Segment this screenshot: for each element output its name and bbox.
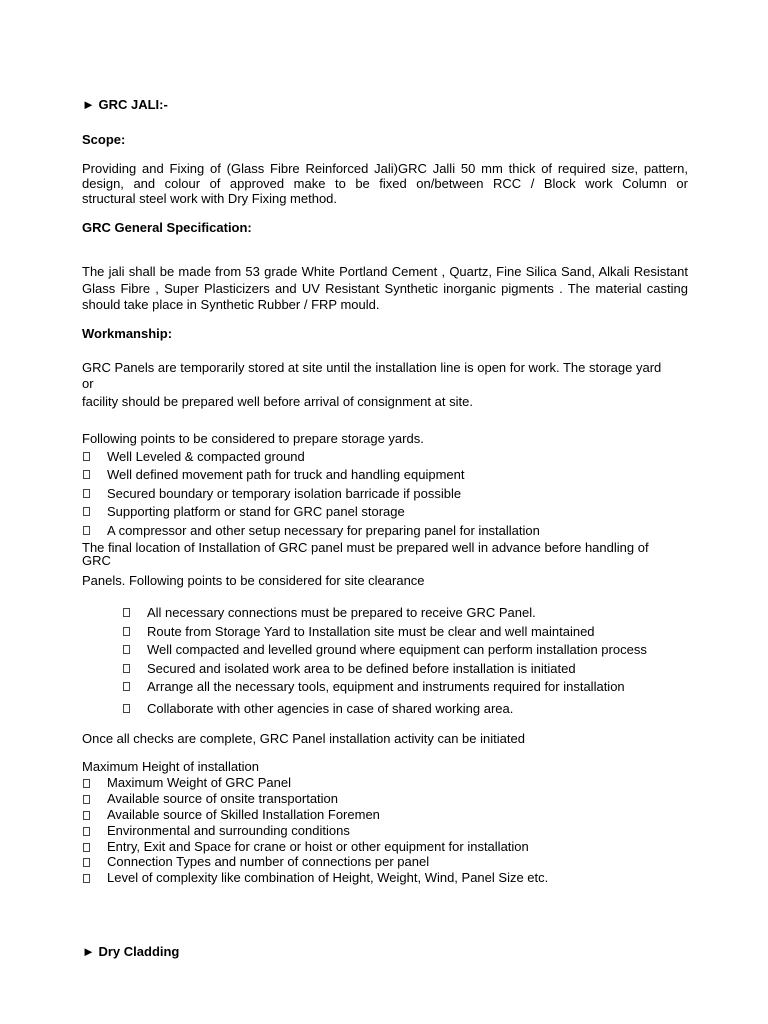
checkbox-icon — [83, 811, 90, 820]
list-item — [82, 503, 540, 521]
final-location-line-2: GRC — [82, 553, 111, 568]
list-item-text: Maximum Weight of GRC Panel — [107, 775, 291, 790]
storage-intro: Following points to be considered to prepare storage yards. — [82, 431, 424, 446]
installation-factors-list — [82, 775, 548, 886]
list-item-text: A compressor and other setup necessary for preparing panel for installation — [107, 522, 540, 538]
list-item-text: Available source of onsite transportation — [107, 790, 339, 806]
list-item — [122, 700, 647, 719]
list-item — [122, 660, 647, 679]
list-item-text: Well Leveled & compacted ground — [107, 449, 305, 464]
workmanship-line-3: facility should be prepared well before arrival of consignment at site. — [82, 394, 473, 409]
checkbox-icon — [123, 608, 130, 617]
scope-paragraph — [82, 161, 688, 206]
checkbox-icon — [83, 526, 90, 535]
list-item-text: Connection Types and number of connections per panel — [107, 854, 430, 870]
checkbox-icon — [83, 795, 90, 804]
max-height-text: Maximum Height of installation — [82, 759, 260, 774]
list-item-text: All necessary connections must be prepared to receive GRC Panel. — [147, 605, 536, 620]
section-heading-dry-cladding: ► Dry Cladding — [82, 944, 180, 959]
list-item — [82, 791, 548, 807]
list-item — [82, 870, 548, 886]
list-item — [82, 448, 540, 466]
list-item — [122, 678, 647, 697]
list-item — [82, 522, 540, 540]
workmanship-paragraph — [82, 360, 688, 410]
checkbox-icon — [83, 843, 90, 852]
list-item — [82, 839, 548, 855]
storage-points-list — [82, 448, 540, 540]
checkbox-icon — [123, 704, 130, 713]
final-location-line-3: Panels. Following points to be considered for site clearance — [82, 573, 425, 588]
site-clearance-list — [122, 604, 647, 718]
general-spec-line-1: The jali shall be made from 53 grade White Portland Cement , Quartz, Fine Silica Sand, Alkali Resistant — [82, 264, 688, 279]
general-spec-line-2: Glass Fibre , Super Plasticizers and UV Resistant Synthetic inorganic pigments . The material casting — [82, 280, 688, 296]
checkbox-icon — [83, 874, 90, 883]
checkbox-icon — [83, 827, 90, 836]
list-item — [122, 604, 647, 623]
general-spec-paragraph — [82, 264, 688, 314]
list-item — [122, 623, 647, 642]
list-item-text: Secured and isolated work area to be defined before installation is initiated — [147, 660, 576, 676]
list-item-text: Arrange all the necessary tools, equipment and instruments required for installation — [147, 679, 625, 694]
list-item-text: Well compacted and levelled ground where equipment can perform installation process — [147, 642, 647, 657]
general-spec-title: GRC General Specification: — [82, 220, 252, 235]
list-item — [122, 641, 647, 660]
checkbox-icon — [83, 489, 90, 498]
checkbox-icon — [83, 452, 90, 461]
list-item-text: Entry, Exit and Space for crane or hoist or other equipment for installation — [107, 838, 529, 854]
list-item — [82, 823, 548, 839]
section-heading-grc-jali: ► GRC JALI:- — [82, 97, 168, 112]
checkbox-icon — [123, 645, 130, 654]
scope-title: Scope: — [82, 132, 126, 147]
workmanship-title: Workmanship: — [82, 326, 173, 341]
checkbox-icon — [123, 627, 130, 636]
workmanship-line-2: or — [82, 376, 94, 391]
list-item — [82, 466, 540, 484]
checkbox-icon — [83, 779, 90, 788]
list-item-text: Collaborate with other agencies in case of shared working area. — [147, 700, 514, 716]
list-item-text: Environmental and surrounding conditions — [107, 822, 350, 838]
list-item-text: Secured boundary or temporary isolation barricade if possible — [107, 485, 462, 501]
scope-line-2: design, and colour of approved make to be fixed on/between RCC / Block work Column or — [82, 176, 688, 191]
final-location-line-1: The final location of Installation of GRC panel must be prepared well in advance before handling of — [82, 540, 649, 555]
checkbox-icon — [123, 682, 130, 691]
final-location-paragraph — [82, 541, 649, 587]
scope-line-3: structural steel work with Dry Fixing method. — [82, 191, 338, 206]
general-spec-line-3: should take place in Synthetic Rubber / FRP mould. — [82, 297, 380, 312]
list-item-text: Route from Storage Yard to Installation site must be clear and well maintained — [147, 623, 595, 639]
list-item-text: Level of complexity like combination of Height, Weight, Wind, Panel Size etc. — [107, 870, 549, 886]
list-item — [82, 485, 540, 503]
list-item-text: Supporting platform or stand for GRC panel storage — [107, 504, 405, 520]
list-item — [82, 775, 548, 791]
workmanship-line-1: GRC Panels are temporarily stored at site until the installation line is open for work. The storage yard — [82, 360, 662, 375]
checkbox-icon — [83, 858, 90, 867]
list-item — [82, 854, 548, 870]
checkbox-icon — [123, 664, 130, 673]
scope-line-1: Providing and Fixing of (Glass Fibre Reinforced Jali)GRC Jalli 50 mm thick of required size, pattern, — [82, 161, 688, 176]
checkbox-icon — [83, 470, 90, 479]
list-item-text: Available source of Skilled Installation Foremen — [107, 806, 380, 822]
checks-complete-text: Once all checks are complete, GRC Panel installation activity can be initiated — [82, 731, 525, 746]
list-item-text: Well defined movement path for truck and handling equipment — [107, 467, 465, 483]
list-item — [82, 807, 548, 823]
checkbox-icon — [83, 507, 90, 516]
